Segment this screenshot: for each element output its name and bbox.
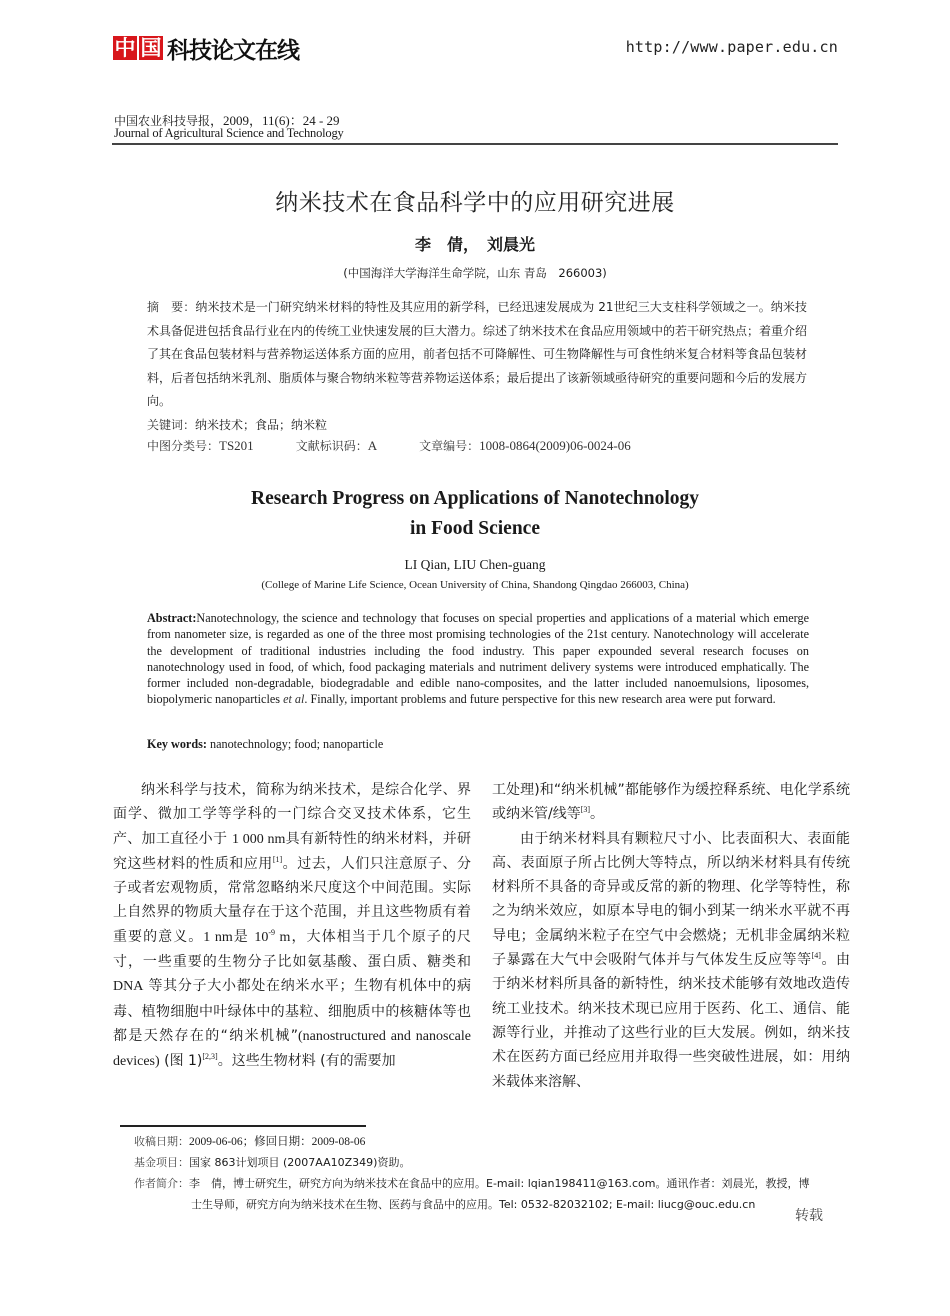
doc-code-label: 文献标识码： bbox=[295, 439, 368, 453]
abstract-en bbox=[147, 610, 809, 708]
reprint-stamp: 转载 bbox=[795, 1208, 823, 1224]
body-paragraph: 由于纳米材料具有颗粒尺寸小、比表面积大、表面能高、表面原子所占比例大等特点，所以纳米材料具有传统材料所不具备的奇异或反常的新的物理、化学等特性，称之为纳米效应，如原本导电的铜小到某一纳米水平就不再导电；金属纳米粒子在空气中会燃烧；无机非金属纳米粒子暴露在大气中会吸附气体并与气体发生反应等等[4]。由于纳米材料所具备的新特性，纳米技术能够有效地改造传统工业技术。纳米技术现已应用于医药、化工、通信、能源等行业，并推动了这些行业的巨大发展。例如，纳米技术在医药方面已经应用并取得一些突破性进展，如：用纳米载体来溶解、 bbox=[492, 830, 851, 1090]
keywords-cn-text: 纳米技术；食品；纳米粒 bbox=[195, 418, 328, 432]
journal-name-cn: 中国农业科技导报 bbox=[114, 114, 211, 128]
article-no-label: 文章编号： bbox=[419, 439, 480, 453]
paper-title-en-line2: in Food Science bbox=[410, 518, 540, 539]
clc-value: TS201 bbox=[219, 438, 254, 453]
citation-ref[interactable]: [1] bbox=[272, 854, 283, 864]
body-column-left bbox=[113, 778, 471, 1075]
authors-cn: 李 倩， 刘晨光 bbox=[414, 235, 535, 254]
keywords-en bbox=[147, 737, 383, 752]
keywords-cn-label: 关键词： bbox=[147, 418, 196, 432]
affiliation-cn: (中国海洋大学海洋生命学院，山东 青岛 266003) bbox=[343, 266, 607, 280]
classification-meta bbox=[147, 437, 673, 454]
abstract-en-text-end: . Finally, important problems and future perspective for this new research area were put forward. bbox=[304, 692, 776, 707]
journal-name-en: Journal of Agricultural Science and Technology bbox=[114, 126, 344, 140]
keywords-en-label: Key words: bbox=[147, 737, 207, 751]
logo-text: 科技论文在线 bbox=[167, 37, 299, 64]
abstract-cn bbox=[147, 296, 807, 414]
abstract-cn-text: 纳米技术是一门研究纳米材料的特性及其应用的新学科，已经迅速发展成为 21世纪三大支柱科学领域之一。纳米技术具备促进包括食品行业在内的传统工业快速发展的巨大潜力。综述了纳米技术在食品应用领域中的若干研究热点；着重介绍了其在食品包装材料与营养物运送体系方面的应用，前者包括不可降解性、可生物降解性与可食性纳米复合材料等食品包装材料，后者包括纳米乳剂、脂质体与聚合物纳米粒等营养物运送体系；最后提出了该新领域亟待研究的重要问题和今后的发展方向。 bbox=[147, 300, 808, 408]
site-url[interactable]: http://www.paper.edu.cn bbox=[625, 38, 838, 56]
paper-title-en-line1: Research Progress on Applications of Nanotechnology bbox=[251, 488, 699, 509]
abstract-cn-label: 摘 要： bbox=[147, 300, 196, 314]
journal-volume-pages: ，2009，11(6)：24 - 29 bbox=[210, 113, 340, 128]
keywords-cn bbox=[147, 416, 327, 433]
paper-title-en bbox=[0, 484, 950, 544]
article-no-value: 1008-0864(2009)06-0024-06 bbox=[479, 438, 631, 453]
citation-ref[interactable]: [4] bbox=[811, 951, 821, 961]
footnote-rule bbox=[120, 1125, 366, 1127]
footnote-received: 收稿日期：2009-06-06；修回日期：2009-08-06 bbox=[134, 1135, 366, 1148]
body-column-right bbox=[492, 778, 850, 1094]
authors-en: LI Qian, LIU Chen-guang bbox=[404, 557, 546, 572]
affiliation-en: (College of Marine Life Science, Ocean University of China, Shandong Qingdao 266003, China) bbox=[261, 579, 689, 591]
footnote-fund: 基金项目：国家 863计划项目 (2007AA10Z349)资助。 bbox=[134, 1156, 411, 1169]
doc-code-value: A bbox=[367, 438, 378, 453]
exponent: -9 bbox=[268, 927, 275, 937]
abstract-en-text: Nanotechnology, the science and technology that focuses on special properties and applications of a material which emerge from nanometer size, is regarded as one of the three most promising technologies of the 21st century. Nanotechnology will accelerate the development of traditional industries including the food industry. This paper expounded several research focuses on nanotechnology used in food, of which, food packaging materials and nutriment delivery systems were introduced emphatically. The former included non-degradable, biodegradable and edible nano-composites, and the latter included nanoemulsions, liposomes, biopolymeric nanoparticles bbox=[147, 611, 809, 707]
citation-ref[interactable]: [2,3] bbox=[202, 1052, 218, 1062]
abstract-en-etal: et al bbox=[283, 692, 305, 707]
header-rule bbox=[112, 143, 838, 145]
logo-char: 国 bbox=[140, 36, 162, 60]
keywords-en-text: nanotechnology; food; nanoparticle bbox=[206, 737, 384, 751]
body-paragraph: 纳米科学与技术，简称为纳米技术，是综合化学、界面学、微加工学等学科的一门综合交叉技术体系，它生产、加工直径小于 1 000 nm具有新特性的纳米材料，并研究这些材料的性质和应用[1]。过去，人们只注意原子、分子或者宏观物质，常常忽略纳米尺度这个中间范围。实际上自然界的物质大量存在于这个范围，并且这些物质有着重要的意义。1 nm是 $10^{-9}$ m，大体相当于几个原子的尺寸，一些重要的生物分子比如氨基酸、蛋白质、糖类和 DNA 等其分子大小都处在纳米水平；生物有机体中的病毒、植物细胞中叶绿体中的基粒、细胞质中的核糖体等也都是天然存在的“纳米机械”(nanostructured and nanoscale devices) (图 1)[2,3]。这些生物材料 (有的需要加 bbox=[113, 782, 472, 1070]
clc-label: 中图分类号： bbox=[147, 439, 220, 453]
body-paragraph: 工处理)和“纳米机械”都能够作为缓控释系统、电化学系统或纳米管/线等[3]。 bbox=[492, 782, 850, 823]
paper-title-cn: 纳米技术在食品科学中的应用研究进展 bbox=[275, 190, 675, 216]
footnote-author: 作者简介：李 倩，博士研究生，研究方向为纳米技术在食品中的应用。E-mail: lqian198411@163.com。通讯作者：刘晨光，教授，博 士生导师，研究方向为纳米技术在生物、医药与食品中的应用。Tel: 0532-82032102; E-mail: liucg@ouc.edu.cn bbox=[134, 1177, 810, 1211]
site-logo[interactable] bbox=[113, 33, 299, 63]
logo-char: 中 bbox=[114, 36, 136, 60]
citation-ref[interactable]: [3] bbox=[580, 805, 591, 815]
abstract-en-label: Abstract: bbox=[147, 611, 197, 625]
